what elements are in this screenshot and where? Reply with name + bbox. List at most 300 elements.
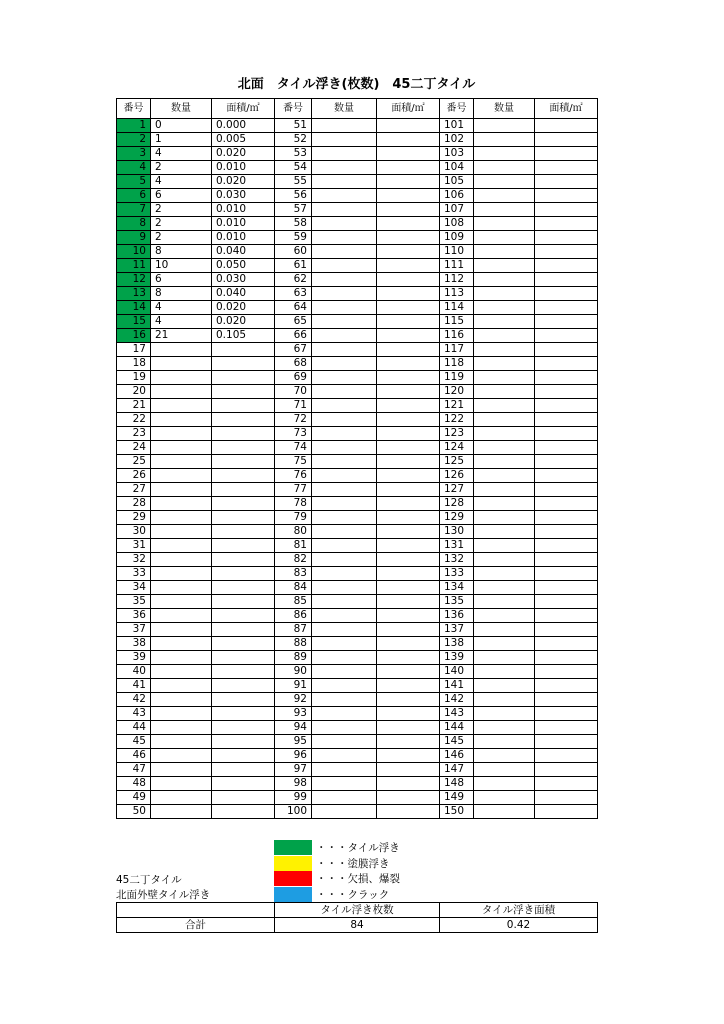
row-number: 124	[440, 441, 474, 455]
row-number: 87	[275, 623, 312, 637]
table-row	[117, 441, 598, 455]
area-cell	[212, 595, 275, 609]
area-cell	[377, 343, 440, 357]
quantity-cell	[151, 469, 212, 483]
area-cell	[212, 665, 275, 679]
quantity-cell	[474, 301, 535, 315]
table-row	[117, 385, 598, 399]
area-cell	[535, 371, 598, 385]
row-number: 101	[440, 119, 474, 133]
wall-note: 北面外壁タイル浮き	[116, 889, 211, 901]
quantity-cell	[474, 273, 535, 287]
column-header: 番号	[117, 99, 151, 119]
row-number: 100	[275, 805, 312, 819]
area-cell	[377, 329, 440, 343]
row-number: 6	[117, 189, 151, 203]
row-number: 85	[275, 595, 312, 609]
area-cell	[377, 483, 440, 497]
row-number: 94	[275, 721, 312, 735]
area-cell	[377, 749, 440, 763]
quantity-cell	[474, 665, 535, 679]
area-cell	[212, 721, 275, 735]
row-number: 12	[117, 273, 151, 287]
row-number: 72	[275, 413, 312, 427]
area-cell	[377, 245, 440, 259]
area-cell	[535, 735, 598, 749]
row-number: 28	[117, 497, 151, 511]
row-number: 102	[440, 133, 474, 147]
row-number: 134	[440, 581, 474, 595]
quantity-cell	[474, 413, 535, 427]
row-number: 146	[440, 749, 474, 763]
quantity-cell	[474, 651, 535, 665]
quantity-cell	[312, 777, 377, 791]
row-number: 20	[117, 385, 151, 399]
row-number: 120	[440, 385, 474, 399]
row-number: 93	[275, 707, 312, 721]
row-number: 108	[440, 217, 474, 231]
quantity-cell: 6	[151, 189, 212, 203]
quantity-cell	[151, 749, 212, 763]
row-number: 96	[275, 749, 312, 763]
area-cell	[377, 805, 440, 819]
quantity-cell	[474, 371, 535, 385]
row-number: 16	[117, 329, 151, 343]
quantity-cell	[474, 399, 535, 413]
table-row	[117, 371, 598, 385]
quantity-cell: 8	[151, 245, 212, 259]
area-cell	[535, 161, 598, 175]
row-number: 55	[275, 175, 312, 189]
quantity-cell	[312, 273, 377, 287]
row-number: 59	[275, 231, 312, 245]
quantity-cell	[474, 623, 535, 637]
table-row	[117, 189, 598, 203]
area-cell	[212, 469, 275, 483]
row-number: 113	[440, 287, 474, 301]
quantity-cell	[151, 707, 212, 721]
quantity-cell	[312, 161, 377, 175]
row-number: 47	[117, 763, 151, 777]
area-cell	[212, 343, 275, 357]
quantity-cell	[312, 427, 377, 441]
row-number: 78	[275, 497, 312, 511]
quantity-cell	[312, 245, 377, 259]
quantity-cell	[474, 763, 535, 777]
area-cell	[535, 259, 598, 273]
area-cell	[212, 497, 275, 511]
table-row	[117, 567, 598, 581]
quantity-cell	[474, 609, 535, 623]
quantity-cell	[312, 511, 377, 525]
legend-swatch-tile-lift	[274, 840, 312, 855]
area-cell	[377, 217, 440, 231]
row-number: 111	[440, 259, 474, 273]
quantity-cell	[312, 609, 377, 623]
row-number: 5	[117, 175, 151, 189]
row-number: 13	[117, 287, 151, 301]
table-row	[117, 581, 598, 595]
quantity-cell	[312, 791, 377, 805]
quantity-cell	[312, 483, 377, 497]
row-number: 53	[275, 147, 312, 161]
area-cell	[535, 707, 598, 721]
row-number: 62	[275, 273, 312, 287]
column-header: 面積/㎡	[535, 99, 598, 119]
quantity-cell	[151, 511, 212, 525]
quantity-cell	[151, 581, 212, 595]
quantity-cell	[151, 693, 212, 707]
row-number: 21	[117, 399, 151, 413]
table-row	[117, 287, 598, 301]
quantity-cell	[151, 413, 212, 427]
quantity-cell	[474, 525, 535, 539]
area-cell	[377, 315, 440, 329]
table-row	[117, 609, 598, 623]
quantity-cell	[312, 721, 377, 735]
row-number: 45	[117, 735, 151, 749]
area-cell	[535, 469, 598, 483]
quantity-cell	[474, 595, 535, 609]
table-row	[117, 273, 598, 287]
table-row	[117, 791, 598, 805]
row-number: 82	[275, 553, 312, 567]
quantity-cell	[312, 651, 377, 665]
quantity-cell	[312, 343, 377, 357]
quantity-cell	[474, 427, 535, 441]
row-number: 121	[440, 399, 474, 413]
row-number: 127	[440, 483, 474, 497]
area-cell: 0.040	[212, 287, 275, 301]
quantity-cell	[474, 707, 535, 721]
quantity-cell	[474, 735, 535, 749]
row-number: 122	[440, 413, 474, 427]
area-cell	[377, 651, 440, 665]
row-number: 37	[117, 623, 151, 637]
quantity-cell	[312, 749, 377, 763]
quantity-cell	[312, 371, 377, 385]
row-number: 77	[275, 483, 312, 497]
area-cell	[535, 231, 598, 245]
row-number: 15	[117, 315, 151, 329]
legend-label: ・・・クラック	[316, 888, 390, 901]
area-cell	[535, 441, 598, 455]
quantity-cell	[312, 399, 377, 413]
area-cell	[377, 763, 440, 777]
area-cell	[535, 539, 598, 553]
column-header: 番号	[440, 99, 474, 119]
quantity-cell	[474, 791, 535, 805]
quantity-cell	[312, 301, 377, 315]
area-cell	[212, 455, 275, 469]
area-cell	[212, 399, 275, 413]
row-number: 26	[117, 469, 151, 483]
table-row	[117, 707, 598, 721]
row-number: 143	[440, 707, 474, 721]
quantity-cell	[151, 455, 212, 469]
area-cell	[212, 679, 275, 693]
quantity-cell	[312, 133, 377, 147]
table-row	[117, 525, 598, 539]
row-number: 36	[117, 609, 151, 623]
area-cell	[535, 721, 598, 735]
quantity-cell	[151, 679, 212, 693]
area-cell	[377, 427, 440, 441]
row-number: 23	[117, 427, 151, 441]
table-row	[117, 511, 598, 525]
row-number: 109	[440, 231, 474, 245]
row-number: 22	[117, 413, 151, 427]
quantity-cell	[312, 455, 377, 469]
area-cell: 0.105	[212, 329, 275, 343]
area-cell	[377, 203, 440, 217]
quantity-cell	[474, 161, 535, 175]
row-number: 2	[117, 133, 151, 147]
row-number: 128	[440, 497, 474, 511]
table-row	[117, 357, 598, 371]
quantity-cell	[312, 385, 377, 399]
area-cell	[212, 623, 275, 637]
quantity-cell	[312, 637, 377, 651]
quantity-cell	[474, 567, 535, 581]
quantity-cell: 4	[151, 147, 212, 161]
row-number: 73	[275, 427, 312, 441]
area-cell	[535, 301, 598, 315]
row-number: 135	[440, 595, 474, 609]
quantity-cell	[312, 581, 377, 595]
area-cell: 0.020	[212, 175, 275, 189]
column-header: 数量	[151, 99, 212, 119]
quantity-cell	[151, 497, 212, 511]
row-number: 14	[117, 301, 151, 315]
area-cell	[535, 203, 598, 217]
quantity-cell	[312, 147, 377, 161]
table-row	[117, 455, 598, 469]
area-cell	[377, 147, 440, 161]
row-number: 142	[440, 693, 474, 707]
table-row	[117, 777, 598, 791]
table-row	[117, 469, 598, 483]
row-number: 131	[440, 539, 474, 553]
area-cell	[377, 553, 440, 567]
area-cell	[377, 595, 440, 609]
row-number: 19	[117, 371, 151, 385]
area-cell	[535, 511, 598, 525]
quantity-cell: 8	[151, 287, 212, 301]
area-cell	[212, 371, 275, 385]
area-cell	[212, 637, 275, 651]
area-cell	[535, 609, 598, 623]
quantity-cell	[312, 119, 377, 133]
area-cell	[377, 567, 440, 581]
area-cell	[377, 413, 440, 427]
row-number: 126	[440, 469, 474, 483]
row-number: 3	[117, 147, 151, 161]
area-cell	[535, 679, 598, 693]
tile-type-note: 45二丁タイル	[116, 874, 182, 886]
quantity-cell	[151, 651, 212, 665]
quantity-cell	[151, 483, 212, 497]
quantity-cell	[151, 427, 212, 441]
quantity-cell	[312, 203, 377, 217]
area-cell	[377, 385, 440, 399]
row-number: 44	[117, 721, 151, 735]
area-cell	[377, 357, 440, 371]
row-number: 104	[440, 161, 474, 175]
quantity-cell	[312, 357, 377, 371]
area-cell	[212, 805, 275, 819]
row-number: 11	[117, 259, 151, 273]
quantity-cell	[474, 497, 535, 511]
quantity-cell	[151, 735, 212, 749]
row-number: 106	[440, 189, 474, 203]
area-cell	[377, 511, 440, 525]
quantity-cell	[151, 371, 212, 385]
area-cell	[377, 525, 440, 539]
area-cell	[212, 763, 275, 777]
area-cell	[535, 567, 598, 581]
row-number: 130	[440, 525, 474, 539]
quantity-cell	[312, 553, 377, 567]
quantity-cell	[151, 623, 212, 637]
area-cell	[377, 175, 440, 189]
area-cell	[377, 287, 440, 301]
quantity-cell	[474, 693, 535, 707]
area-cell: 0.010	[212, 203, 275, 217]
row-number: 110	[440, 245, 474, 259]
area-cell	[212, 749, 275, 763]
quantity-cell	[151, 357, 212, 371]
row-number: 88	[275, 637, 312, 651]
summary-count-header: タイル浮き枚数	[275, 903, 440, 918]
quantity-cell	[312, 469, 377, 483]
area-cell	[377, 679, 440, 693]
quantity-cell	[474, 679, 535, 693]
quantity-cell	[312, 539, 377, 553]
area-cell	[377, 231, 440, 245]
row-number: 149	[440, 791, 474, 805]
area-cell: 0.010	[212, 161, 275, 175]
quantity-cell	[312, 315, 377, 329]
row-number: 103	[440, 147, 474, 161]
quantity-cell	[151, 609, 212, 623]
row-number: 54	[275, 161, 312, 175]
row-number: 137	[440, 623, 474, 637]
quantity-cell	[312, 175, 377, 189]
quantity-cell	[474, 777, 535, 791]
quantity-cell: 4	[151, 301, 212, 315]
row-number: 148	[440, 777, 474, 791]
area-cell	[535, 763, 598, 777]
quantity-cell	[151, 637, 212, 651]
area-cell: 0.000	[212, 119, 275, 133]
row-number: 90	[275, 665, 312, 679]
row-number: 136	[440, 609, 474, 623]
table-row	[117, 203, 598, 217]
quantity-cell	[474, 315, 535, 329]
quantity-cell	[474, 133, 535, 147]
area-cell	[535, 525, 598, 539]
area-cell	[377, 273, 440, 287]
row-number: 63	[275, 287, 312, 301]
row-number: 39	[117, 651, 151, 665]
quantity-cell	[312, 189, 377, 203]
area-cell	[212, 553, 275, 567]
quantity-cell	[151, 567, 212, 581]
quantity-cell	[474, 553, 535, 567]
table-row	[117, 343, 598, 357]
column-header: 数量	[312, 99, 377, 119]
area-cell	[377, 259, 440, 273]
row-number: 115	[440, 315, 474, 329]
quantity-cell: 2	[151, 231, 212, 245]
legend-label: ・・・タイル浮き	[316, 842, 400, 854]
quantity-cell: 4	[151, 315, 212, 329]
area-cell	[377, 637, 440, 651]
row-number: 70	[275, 385, 312, 399]
area-cell: 0.005	[212, 133, 275, 147]
quantity-cell	[151, 525, 212, 539]
area-cell	[535, 343, 598, 357]
quantity-cell	[474, 357, 535, 371]
area-cell	[377, 693, 440, 707]
quantity-cell	[312, 595, 377, 609]
area-cell	[212, 735, 275, 749]
area-cell: 0.020	[212, 147, 275, 161]
area-cell	[212, 567, 275, 581]
area-cell: 0.010	[212, 217, 275, 231]
page-title: 北面 タイル浮き(枚数) 45二丁タイル	[237, 77, 476, 92]
quantity-cell	[474, 217, 535, 231]
quantity-cell: 1	[151, 133, 212, 147]
row-number: 8	[117, 217, 151, 231]
quantity-cell	[474, 287, 535, 301]
quantity-cell	[312, 525, 377, 539]
quantity-cell	[474, 147, 535, 161]
table-row	[117, 623, 598, 637]
area-cell: 0.030	[212, 273, 275, 287]
legend-label: ・・・欠損、爆裂	[316, 873, 400, 885]
area-cell	[535, 427, 598, 441]
area-cell	[377, 189, 440, 203]
quantity-cell	[474, 385, 535, 399]
row-number: 140	[440, 665, 474, 679]
area-cell	[377, 399, 440, 413]
quantity-cell	[312, 567, 377, 581]
quantity-cell	[312, 287, 377, 301]
area-cell: 0.020	[212, 315, 275, 329]
row-number: 29	[117, 511, 151, 525]
table-header-row	[117, 99, 598, 119]
row-number: 60	[275, 245, 312, 259]
row-number: 66	[275, 329, 312, 343]
quantity-cell	[151, 595, 212, 609]
area-cell	[212, 539, 275, 553]
column-header: 数量	[474, 99, 535, 119]
quantity-cell	[151, 343, 212, 357]
row-number: 116	[440, 329, 474, 343]
row-number: 7	[117, 203, 151, 217]
row-number: 112	[440, 273, 474, 287]
row-number: 95	[275, 735, 312, 749]
quantity-cell	[312, 497, 377, 511]
area-cell	[377, 469, 440, 483]
quantity-cell	[151, 791, 212, 805]
area-cell	[535, 357, 598, 371]
area-cell	[535, 133, 598, 147]
row-number: 84	[275, 581, 312, 595]
row-number: 99	[275, 791, 312, 805]
